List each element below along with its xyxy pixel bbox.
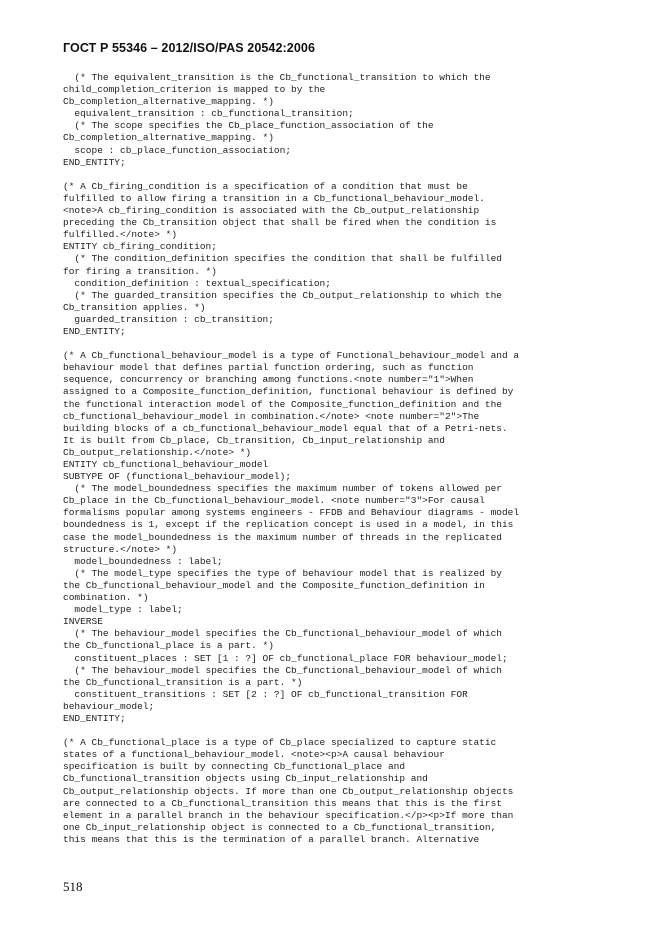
code-line: sequence, concurrency or branching among functions.<note number="1">When <box>63 374 474 386</box>
code-line: this means that this is the termination of a parallel branch. Alternative <box>63 833 480 845</box>
code-line: are connected to a Cb_functional_transition this means that this is the first <box>63 797 502 809</box>
code-line: child_completion_criterion is mapped to by the <box>63 84 326 96</box>
code-line: (* The behaviour_model specifies the Cb_functional_behaviour_model of which <box>63 664 502 676</box>
code-line: (* A Cb_firing_condition is a specification of a condition that must be <box>63 180 468 192</box>
code-line: It is built from Cb_place, Cb_transition, Cb_input_relationship and <box>63 434 445 446</box>
code-line: model_boundedness : label; <box>63 555 223 567</box>
code-line: (* The scope specifies the Cb_place_function_association of the <box>63 120 434 132</box>
code-line: the Cb_functional_place is a part. *) <box>63 640 274 652</box>
code-line: constituent_places : SET [1 : ?] OF cb_functional_place FOR behaviour_model; <box>63 652 508 664</box>
code-line: preceding the Cb_transition object that shall be fired when the condition is <box>63 217 497 229</box>
code-line: structure.</note> *) <box>63 543 178 555</box>
code-line: (* The equivalent_transition is the Cb_functional_transition to which the <box>63 72 491 83</box>
code-line: for firing a transition. *) <box>63 265 217 277</box>
code-line: model_type : label; <box>63 604 183 616</box>
code-line: fulfilled.</note> *) <box>63 229 178 241</box>
code-line: case the model_boundedness is the maximum number of threads in the replicated <box>63 531 502 543</box>
code-line: <note>A cb_firing_condition is associated with the Cb_output_relationship <box>63 205 480 217</box>
code-line: one Cb_input_relationship object is connected to a Cb_functional_transition, <box>63 821 497 833</box>
code-line: (* A Cb_functional_place is a type of Cb_place specialized to capture static <box>63 737 497 749</box>
code-line: (* The model_boundedness specifies the maximum number of tokens allowed per <box>63 483 502 495</box>
code-line: fulfilled to allow firing a transition in a Cb_functional_behaviour_model. <box>63 192 485 204</box>
code-line: Cb_place in the Cb_functional_behaviour_model. <note number="3">For causal <box>63 495 485 507</box>
code-line: Cb_output_relationship objects. If more than one Cb_output_relationship objects <box>63 785 514 797</box>
code-line: assigned to a Composite_function_definition, functional behaviour is defined by <box>63 386 514 398</box>
code-line: the Cb_functional_behaviour_model and the Composite_function_definition in <box>63 579 485 591</box>
code-line: guarded_transition : cb_transition; <box>63 313 274 325</box>
code-line: boundedness is 1, except if the replication concept is used in a model, in this <box>63 519 514 531</box>
code-line: cb_functional_behaviour_model in combination.</note> <note number="2">The <box>63 410 480 422</box>
document-header: ГОСТ Р 55346 – 2012/ISO/PAS 20542:2006 <box>63 41 315 55</box>
code-line: INVERSE <box>63 616 103 628</box>
code-line: Cb_output_relationship.</note> *) <box>63 446 252 458</box>
code-line: states of a functional_behaviour_model. <note><p>A causal behaviour <box>63 749 445 761</box>
code-line: Cb_functional_transition objects using Cb_input_relationship and <box>63 773 428 785</box>
code-line: END_ENTITY; <box>63 325 126 337</box>
code-line: formalisms popular among systems engineers - FFDB and Behaviour diagrams - model <box>63 507 520 519</box>
blank-line <box>63 169 623 181</box>
code-line: END_ENTITY; <box>63 156 126 168</box>
code-line: Cb_transition applies. *) <box>63 301 206 313</box>
code-line: (* The guarded_transition specifies the Cb_output_relationship to which the <box>63 289 502 301</box>
code-line: behaviour_model; <box>63 700 155 712</box>
code-line: behaviour model that defines partial function ordering, such as function <box>63 362 474 374</box>
page-number: 518 <box>63 879 83 894</box>
code-line: equivalent_transition : cb_functional_transition; <box>63 108 354 120</box>
express-code-listing <box>63 72 623 846</box>
code-line: (* A Cb_functional_behaviour_model is a type of Functional_behaviour_model and a <box>63 350 520 362</box>
blank-line <box>63 338 623 350</box>
code-line: (* The behaviour_model specifies the Cb_functional_behaviour_model of which <box>63 628 502 640</box>
blank-line <box>63 725 623 737</box>
code-line: element in a parallel branch in the behaviour specification.</p><p>If more than <box>63 809 514 821</box>
code-line: building blocks of a cb_functional_behaviour_model equal that of a Petri-nets. <box>63 422 508 434</box>
code-line: constituent_transitions : SET [2 : ?] OF cb_functional_transition FOR <box>63 688 468 700</box>
code-line: Cb_completion_alternative_mapping. *) <box>63 96 274 108</box>
code-line: (* The model_type specifies the type of behaviour model that is realized by <box>63 567 502 579</box>
code-line: ENTITY cb_functional_behaviour_model <box>63 459 269 470</box>
code-line: ENTITY cb_firing_condition; <box>63 241 217 253</box>
code-line: the functional interaction model of the Composite_function_definition and the <box>63 398 502 410</box>
code-line: specification is built by connecting Cb_functional_place and <box>63 761 406 773</box>
code-line: SUBTYPE OF (functional_behaviour_model); <box>63 471 292 483</box>
code-line: Cb_completion_alternative_mapping. *) <box>63 132 274 144</box>
code-line: (* The condition_definition specifies the condition that shall be fulfilled <box>63 253 502 265</box>
code-line: END_ENTITY; <box>63 712 126 724</box>
code-line: combination. *) <box>63 592 149 604</box>
code-line: the Cb_functional_transition is a part. *) <box>63 676 303 688</box>
code-line: condition_definition : textual_specification; <box>63 277 331 289</box>
code-line: scope : cb_place_function_association; <box>63 144 292 156</box>
